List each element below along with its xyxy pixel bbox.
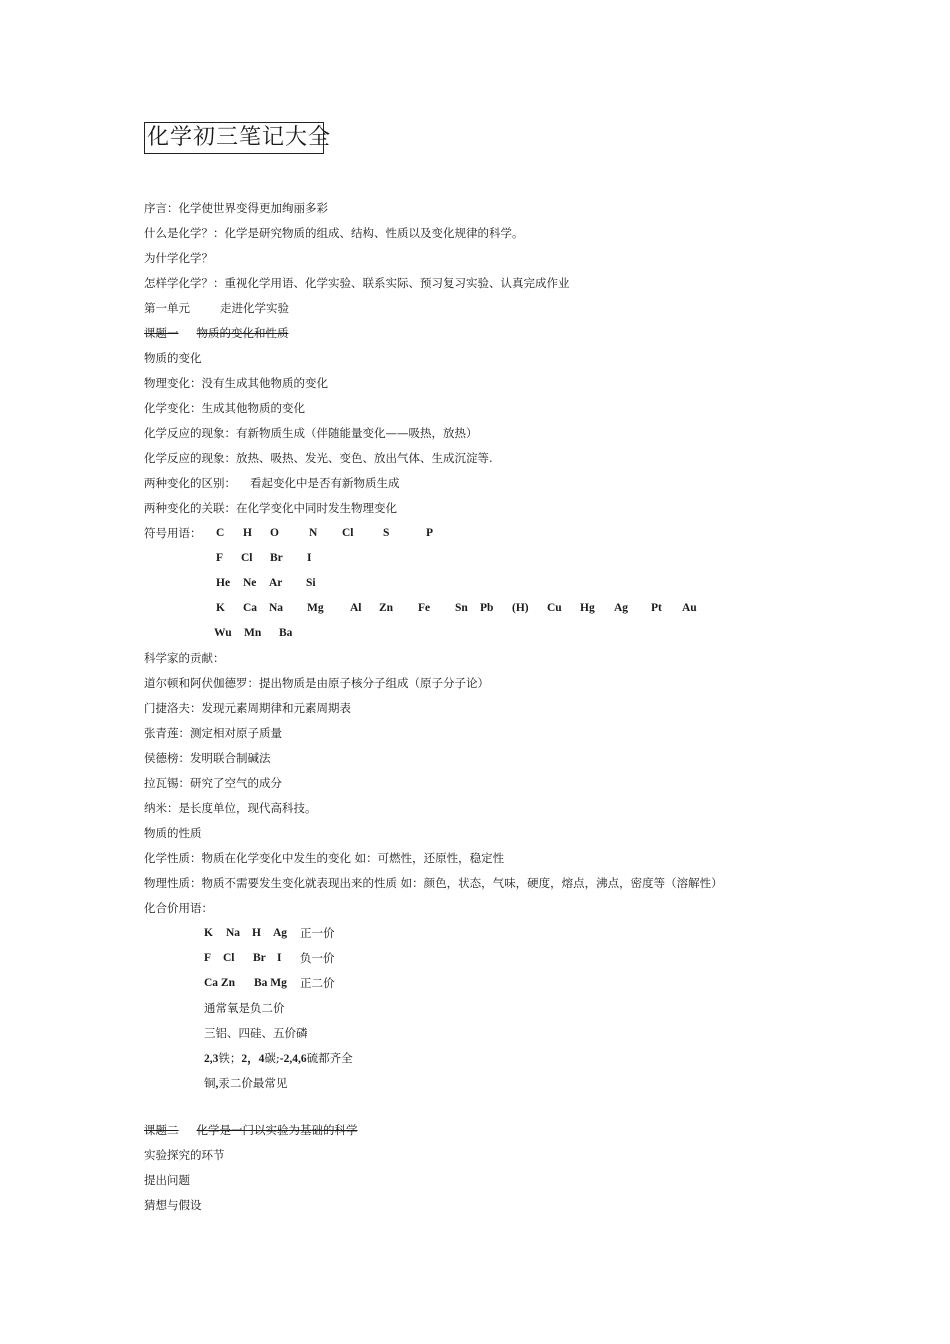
topic1-heading [144,323,289,343]
phenomenon-line-1: 化学反应的现象：有新物质生成（伴随能量变化——吸热，放热） [144,426,478,440]
fe-valence-numbers: 2,3 [204,1053,219,1065]
element-symbol: K [216,602,225,614]
element-symbol: Al [350,602,362,614]
scientist-dalton: 道尔顿和阿伏伽德罗：提出物质是由原子核分子组成（原子分子论） [144,676,489,690]
element-symbol: Au [682,602,697,614]
s-text: 硫都齐全 [306,1051,353,1065]
explore-step-guess: 猜想与假设 [144,1198,202,1212]
valence-symbol: Na [226,927,241,939]
element-symbol: Cu [547,602,562,614]
scientist-mendeleev: 门捷洛夫：发现元素周期律和元素周期表 [144,701,351,715]
c-text: 碳; [264,1051,280,1065]
element-symbol: S [383,527,390,539]
cu-hg-comma: , [215,1078,219,1090]
what-is-chemistry-line: 什么是化学？：化学是研究物质的组成、结构、性质以及变化规律的科学。 [144,226,524,240]
element-symbol: He [216,577,231,589]
hg-text: 汞二价最常见 [218,1076,288,1090]
scientist-zhang: 张青莲：测定相对原子质量 [144,726,282,740]
change-heading: 物质的变化 [144,351,202,365]
element-symbol: (H) [512,602,529,614]
difference-text: 看起变化中是否有新物质生成 [250,476,400,490]
element-symbol: Fe [418,602,431,614]
difference-line [144,473,400,493]
explore-heading: 实验探究的环节 [144,1148,225,1162]
explore-step-ask: 提出问题 [144,1173,190,1187]
c-valence-numbers: 2，4 [241,1053,265,1065]
scientist-hou: 侯德榜：发明联合制碱法 [144,751,271,765]
element-symbol: H [243,527,252,539]
element-symbol: O [270,527,279,539]
nano-line: 纳米：是长度单位，现代高科技。 [144,801,317,815]
element-symbol: Pb [480,602,494,614]
oxygen-rule: 通常氧是负二价 [204,1001,285,1015]
valence-symbol: Ca Zn [204,977,235,989]
topic1-number: 课题一 [144,326,179,340]
cu-text: 铜 [204,1076,216,1090]
unit-title: 走进化学实验 [220,301,289,315]
cu-hg-rule [204,1073,287,1094]
chemical-change-line: 化学变化：生成其他物质的变化 [144,401,305,415]
valence-value: 正一价 [300,926,335,940]
al-si-p-rule: 三铝、四硅、五价磷 [204,1026,308,1040]
preface-line: 序言：化学使世界变得更加绚丽多彩 [144,201,328,215]
valence-symbol: I [277,952,282,964]
element-symbol: Sn [455,602,468,614]
element-symbol: Ca [243,602,258,614]
valence-label: 化合价用语： [144,901,213,915]
element-symbol: Cl [241,552,253,564]
element-symbol: Ag [614,602,629,614]
topic1-title: 物质的变化和性质 [196,326,289,340]
valence-symbol: F [204,952,212,964]
phenomenon-line-2: 化学反应的现象：放热、吸热、发光、变色、放出气体、生成沉淀等. [144,451,493,465]
valence-value: 负一价 [300,951,335,965]
valence-symbol: Cl [223,952,235,964]
scientists-heading: 科学家的贡献： [144,651,225,665]
element-symbol: N [309,527,318,539]
fe-text: 铁； [218,1051,242,1065]
element-symbol: Wu [214,627,232,639]
valence-symbol: Br [253,952,266,964]
symbols-label: 符号用语： [144,526,202,540]
topic2-number: 课题二 [144,1123,179,1137]
element-symbol: Mg [307,602,324,614]
topic2-heading [144,1120,358,1140]
physical-property-line: 物理性质：物质不需要发生变化就表现出来的性质 如：颜色，状态，气味，硬度，熔点，沸点，密度等（溶解性） [144,876,723,890]
element-symbol: Mn [244,627,262,639]
element-symbol: Br [270,552,283,564]
s-valence-numbers: -2,4,6 [279,1053,307,1065]
valence-symbol: Ag [273,927,288,939]
unit-number: 第一单元 [144,301,190,315]
element-symbol: Zn [379,602,394,614]
fe-c-s-rule [204,1048,353,1069]
valence-value: 正二价 [300,976,335,990]
relation-line: 两种变化的关联：在化学变化中同时发生物理变化 [144,501,397,515]
property-heading: 物质的性质 [144,826,202,840]
element-symbol: Hg [580,602,595,614]
element-symbol: Ar [269,577,283,589]
valence-symbol: H [252,927,261,939]
chemical-property-line: 化学性质：物质在化学变化中发生的变化 如：可燃性，还原性，稳定性 [144,851,505,865]
element-symbol: C [216,527,225,539]
element-symbol: Na [269,602,284,614]
element-symbol: Ne [243,577,257,589]
element-symbol: Si [306,577,316,589]
element-symbol: Ba [279,627,293,639]
element-symbol: Cl [342,527,354,539]
element-symbol: F [216,552,224,564]
why-study-line: 为什学化学？ [144,251,213,265]
valence-symbol: Ba Mg [254,977,287,989]
document-title: 化学初三笔记大全 [144,122,324,154]
difference-label: 两种变化的区别： [144,476,236,490]
unit-heading [144,298,289,318]
how-study-line: 怎样学化学？：重视化学用语、化学实验、联系实际、预习复习实验、认真完成作业 [144,276,570,290]
valence-symbol: K [204,927,213,939]
element-symbol: I [307,552,312,564]
physical-change-line: 物理变化：没有生成其他物质的变化 [144,376,328,390]
scientist-lavoisier: 拉瓦锡：研究了空气的成分 [144,776,282,790]
topic2-title: 化学是一门以实验为基础的科学 [196,1123,358,1137]
element-symbol: P [426,527,434,539]
element-symbol: Pt [651,602,662,614]
